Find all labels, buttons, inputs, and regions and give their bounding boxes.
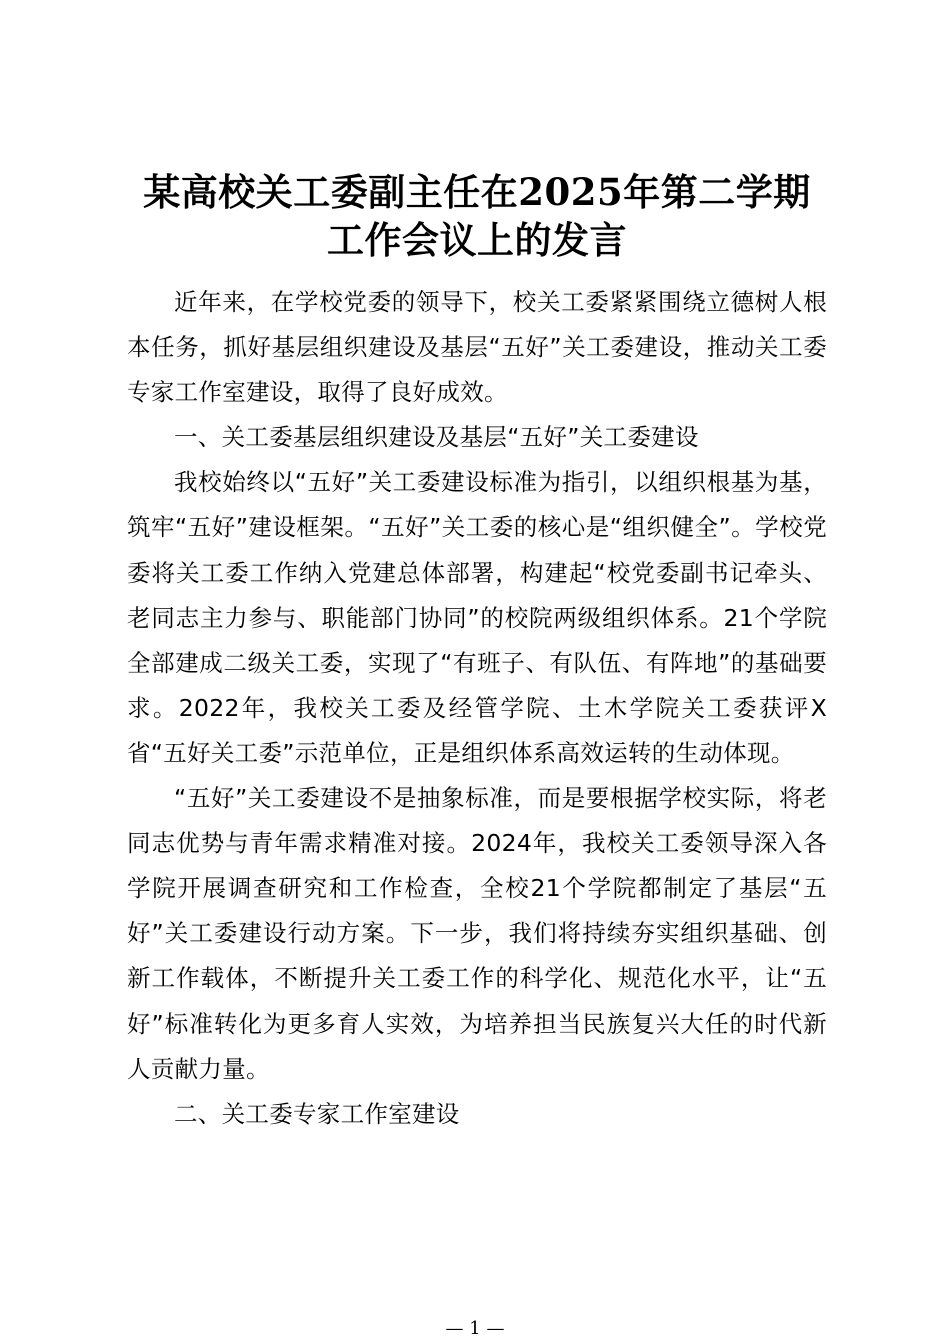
page-number: — 1 — <box>445 1318 505 1339</box>
document-page <box>127 168 827 1137</box>
section-heading-2: 二、关工委专家工作室建设 <box>174 1099 460 1128</box>
section-1-paragraph-1: 我校始终以“五好”关工委建设标准为指引，以组织根基为基，筑牢“五好”建设框架。“五好”关工委的核心是“组织健全”。学校党委将关工委工作纳入党建总体部署，构建起“校党委副书记牵头、老同志主力参与、职能部门协同”的校院两级组织体系。21个学院全部建成二级关工委，实现了“有班子、有队伍、有阵地”的基础要求。2022年，我校关工委及经管学院、土木学院关工委获评X省“五好关工委”示范单位，正是组织体系高效运转的生动体现。 <box>127 468 827 767</box>
section-1-paragraph-2: “五好”关工委建设不是抽象标准，而是要根据学校实际，将老同志优势与青年需求精准对接。2024年，我校关工委领导深入各学院开展调查研究和工作检查，全校21个学院都制定了基层“五好”关工委建设行动方案。下一步，我们将持续夯实组织基础、创新工作载体，不断提升关工委工作的科学化、规范化水平，让“五好”标准转化为更多育人实效，为培养担当民族复兴大任的时代新人贡献力量。 <box>127 784 827 1083</box>
document-body <box>127 280 827 1137</box>
section-heading-1: 一、关工委基层组织建设及基层“五好”关工委建设 <box>174 423 699 452</box>
document-title: 某高校关工委副主任在2025年第二学期工作会议上的发言 <box>143 170 811 262</box>
intro-paragraph: 近年来，在学校党委的领导下，校关工委紧紧围绕立德树人根本任务，抓好基层组织建设及基层“五好”关工委建设，推动关工委专家工作室建设，取得了良好成效。 <box>127 288 827 407</box>
